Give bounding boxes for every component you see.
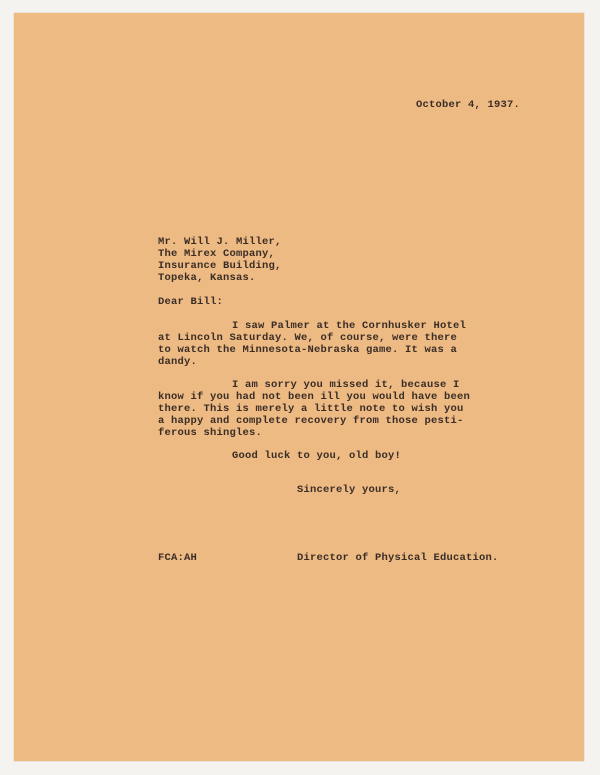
recipient-line: Topeka, Kansas. [158, 272, 256, 284]
recipient-line: The Mirex Company, [158, 248, 276, 260]
typist-initials: FCA:AH [158, 552, 198, 564]
letter-date: October 4, 1937. [416, 99, 521, 111]
paragraph-line: a happy and complete recovery from those pesti- [158, 415, 464, 427]
paragraph-line: to watch the Minnesota-Nebraska game. It was a [158, 344, 458, 356]
closing: Sincerely yours, [297, 484, 402, 496]
paragraph-line: there. This is merely a little note to wish you [158, 403, 464, 415]
letter-paper [14, 13, 584, 761]
signature-title: Director of Physical Education. [297, 552, 499, 564]
paragraph-line: know if you had not been ill you would have been [158, 391, 471, 403]
recipient-line: Mr. Will J. Miller, [158, 236, 282, 248]
paragraph-line: I am sorry you missed it, because I [232, 379, 460, 391]
paragraph-line: I saw Palmer at the Cornhusker Hotel [232, 320, 467, 332]
salutation: Dear Bill: [158, 296, 224, 308]
paragraph-line: at Lincoln Saturday. We, of course, were there [158, 332, 458, 344]
paragraph-3: Good luck to you, old boy! [232, 450, 402, 462]
paragraph-line: ferous shingles. [158, 427, 263, 439]
paragraph-line: dandy. [158, 356, 198, 368]
recipient-line: Insurance Building, [158, 260, 282, 272]
